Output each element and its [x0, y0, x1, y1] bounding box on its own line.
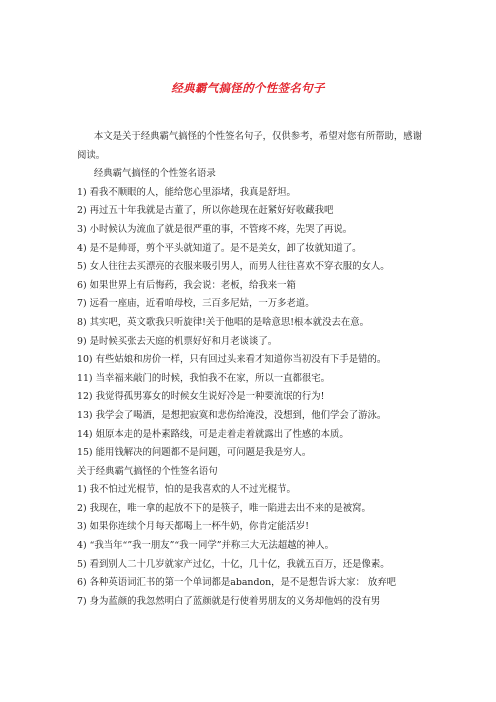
- list-item: 2) 再过五十年我就是古董了，所以你趁现在赶紧好好收藏我吧: [77, 205, 334, 217]
- intro-paragraph: 本文是关于经典霸气搞怪的个性签名句子，仅供参考，希望对您有所帮助，感谢阅读。: [77, 131, 423, 161]
- list-item: 12) 我觉得孤男寡女的时候女生说好冷是一种要流氓的行为!: [77, 391, 325, 403]
- quotes-list: [77, 184, 429, 463]
- section-heading-sentences: 关于经典霸气搞怪的个性签名语句: [77, 465, 218, 477]
- list-item: 14) 姐原本走的是朴素路线，可是走着走着就露出了性感的本质。: [77, 428, 349, 440]
- list-item: 6) 如果世界上有后悔药，我会说：老板，给我来一箱: [77, 279, 296, 291]
- document-title: 经典霸气搞怪的个性签名句子: [171, 81, 325, 95]
- list-item: 5) 看到别人二十几岁就家产过亿，十亿，几十亿，我就五百万，还是像素。: [77, 558, 390, 570]
- list-item: 5) 女人往往去买漂亮的衣服来吸引男人，而男人往往喜欢不穿衣服的女人。: [77, 261, 390, 273]
- list-item: 4) 是不是帅哥，剪个平头就知道了。是不是美女，卸了妆就知道了。: [77, 242, 362, 254]
- document-body: [77, 128, 429, 611]
- list-item: 13) 我学会了喝酒，是想把寂寞和悲伤给淹没，没想到，他们学会了游泳。: [77, 409, 387, 421]
- list-item: 7) 远看一座庙，近看咱母校，三百多尼姑，一万多老道。: [77, 298, 315, 310]
- list-item: 2) 我现在，唯一拿的起放不下的是筷子，唯一陷进去出不来的是被窝。: [77, 502, 371, 514]
- list-item: 6) 各种英语词汇书的第一个单词都是abandon，是不是想告诉大家： 放弃吧: [77, 577, 396, 589]
- list-item: 9) 是时候买张去天庭的机票好好和月老谈谈了。: [77, 335, 278, 347]
- list-item: 7) 身为蓝颜的我忽然明白了蓝颜就是行使着男朋友的义务却他妈的没有男: [77, 595, 381, 607]
- list-item: 15) 能用钱解决的问题都不是问题，可问题是我是穷人。: [77, 447, 312, 459]
- list-item: 4) “我当年“”我一朋友”“我一同学”并称三大无法超越的神人。: [77, 540, 334, 552]
- list-item: 8) 其实吧，英文歌我只听旋律!关于他唱的是啥意思!根本就没去在意。: [77, 316, 370, 328]
- section-heading-quotes: 经典霸气搞怪的个性签名语录: [93, 168, 216, 180]
- list-item: 10) 有些姑娘和房价一样，只有回过头来看才知道你当初没有下手是错的。: [77, 354, 387, 366]
- list-item: 3) 小时候认为流血了就是很严重的事，不管疼不疼，先哭了再说。: [77, 223, 353, 235]
- sentences-list: [77, 481, 429, 611]
- list-item: 11) 当幸福来敲门的时候，我怕我不在家，所以一直都很宅。: [77, 372, 330, 384]
- list-item: 3) 如果你连续个月每天都喝上一杯牛奶，你肯定能活岁!: [77, 521, 309, 533]
- list-item: 1) 看我不顺眼的人，能给您心里添堵，我真是舒坦。: [77, 186, 296, 198]
- list-item: 1) 我不怕过光棍节，怕的是我喜欢的人不过光棍节。: [77, 484, 296, 496]
